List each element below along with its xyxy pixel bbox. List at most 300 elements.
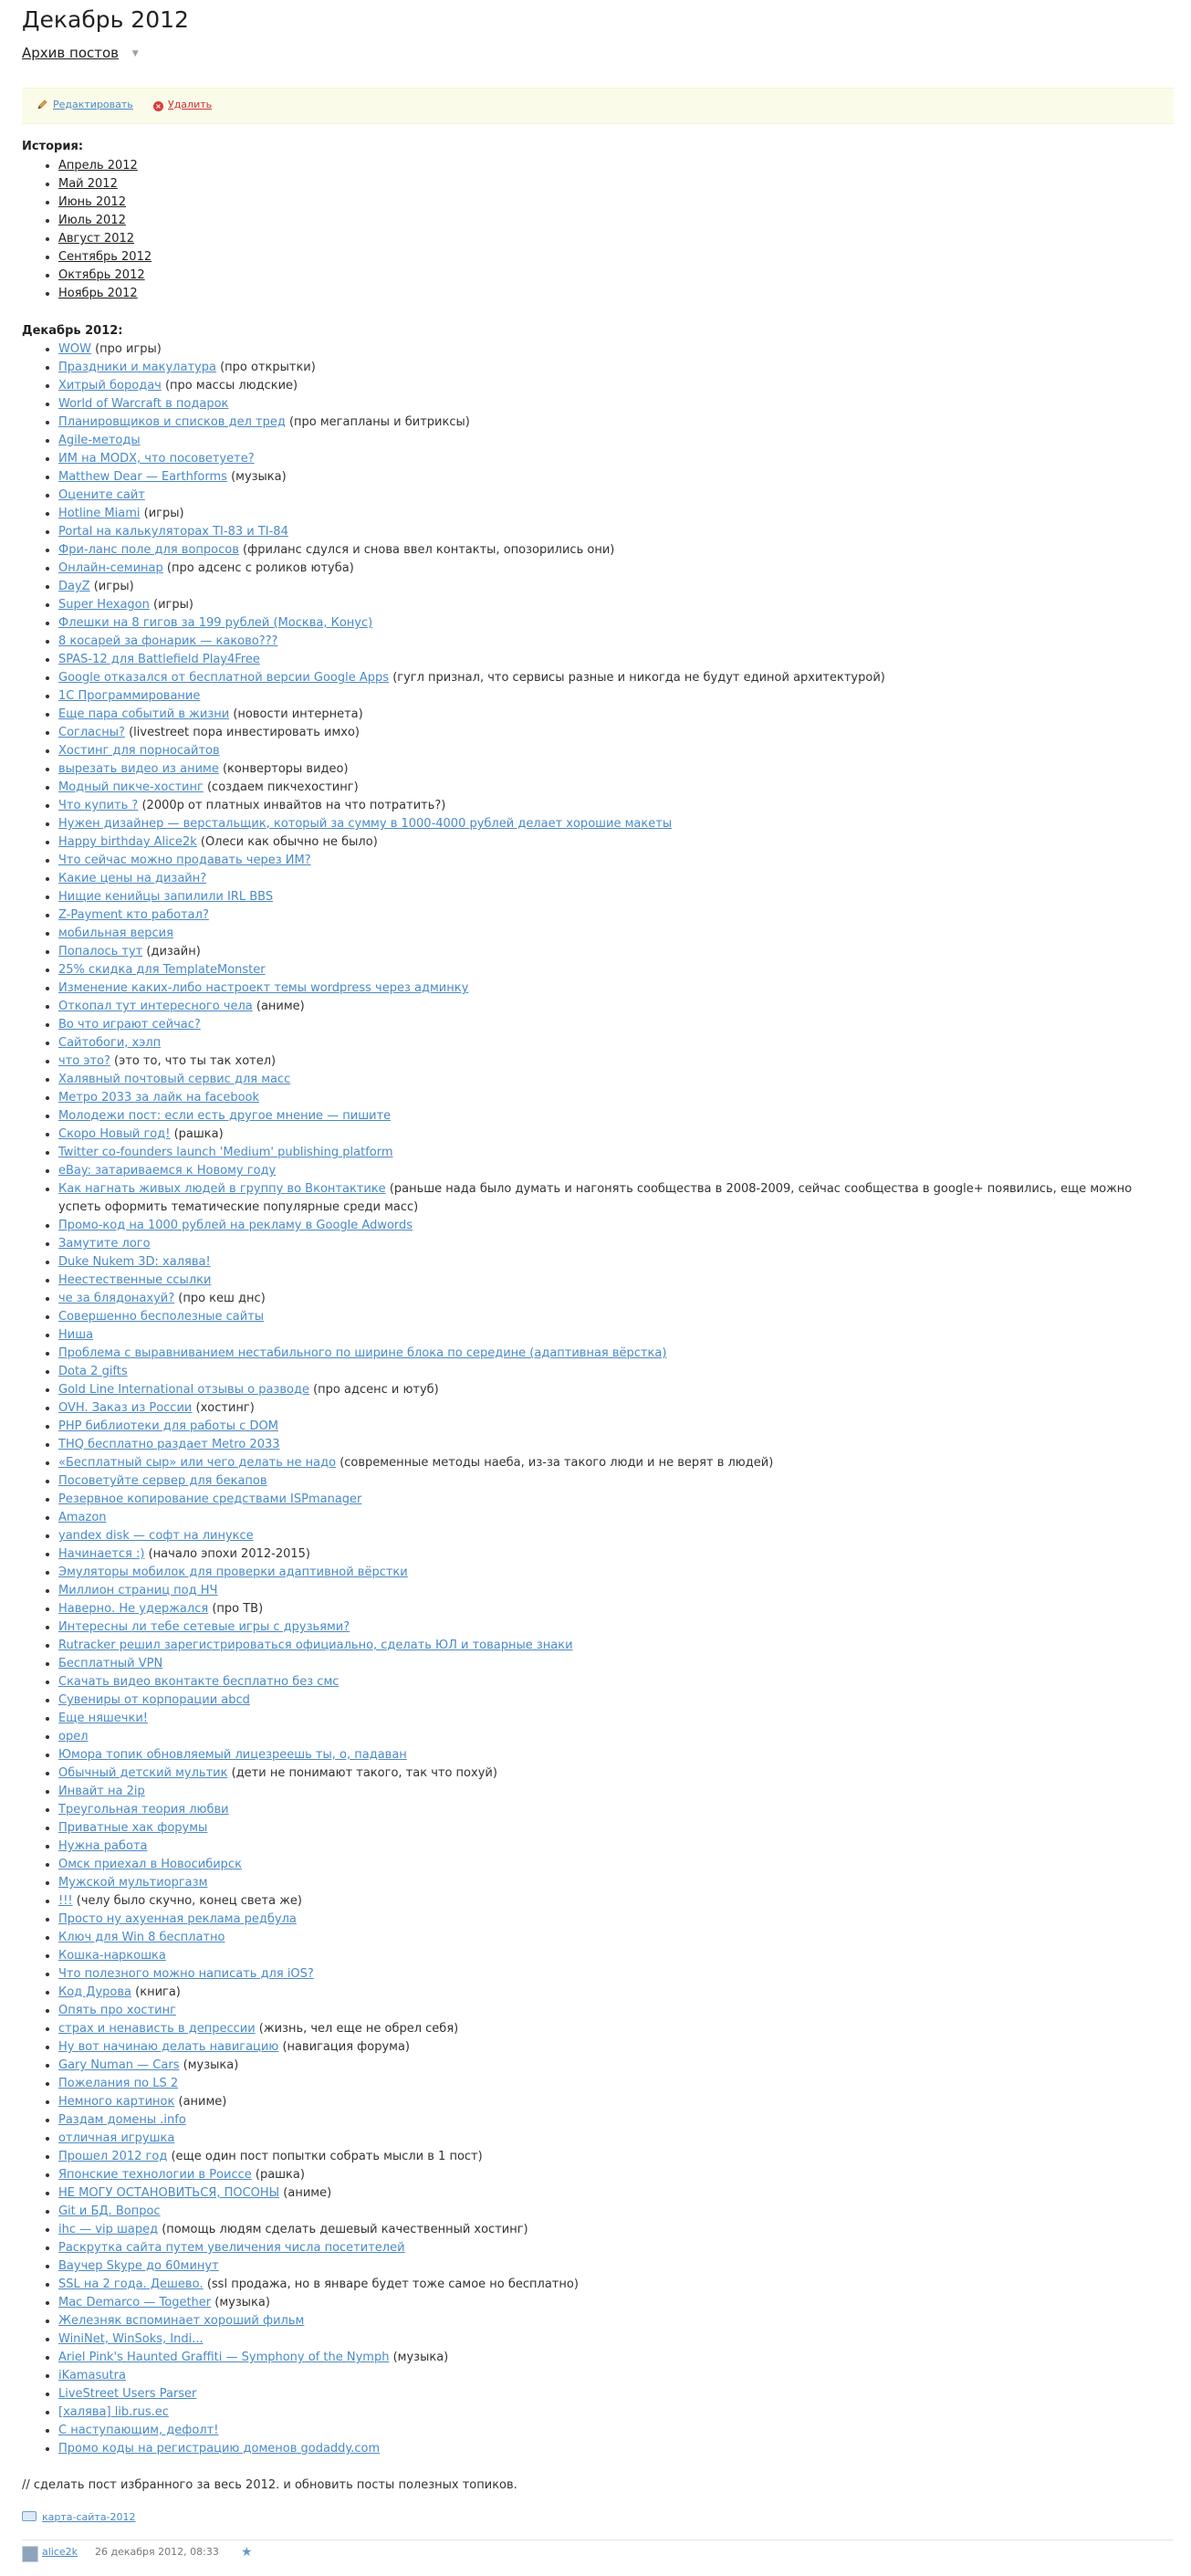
- post-note: (про игры): [95, 342, 162, 356]
- post-link[interactable]: Код Дурова: [58, 1985, 131, 1999]
- post-link[interactable]: Треугольная теория любви: [58, 1803, 229, 1817]
- list-item: [58, 1838, 1163, 1856]
- list-item: [58, 377, 1163, 395]
- list-item: [58, 1637, 1163, 1655]
- post-link[interactable]: Еще пара событий в жизни: [58, 707, 230, 721]
- list-item: [58, 1363, 1163, 1381]
- list-item: [58, 2148, 1163, 2166]
- list-item: [58, 852, 1163, 870]
- topic-tags: [22, 2510, 136, 2525]
- post-link[interactable]: WOW: [58, 342, 91, 356]
- list-item: [58, 414, 1163, 432]
- post-note: (еще один пост попытки собрать мысли в 1 пост): [171, 2150, 483, 2163]
- post-link[interactable]: Согласны?: [58, 726, 125, 739]
- post-link[interactable]: Скачать видео вконтакте бесплатно без смс: [58, 1675, 340, 1689]
- post-link[interactable]: Еще няшечки!: [58, 1712, 148, 1725]
- post-link[interactable]: Октябрь 2012: [58, 268, 145, 282]
- list-item: [58, 285, 1163, 303]
- list-item: [58, 1691, 1163, 1710]
- post-link[interactable]: Нужна работа: [58, 1839, 148, 1853]
- post-note: (Олеси как обычно не было): [200, 835, 378, 849]
- post-note: (конверторы видео): [222, 762, 349, 776]
- post-link[interactable]: Раскрутка сайта путем увеличения числа посетителей: [58, 2241, 405, 2255]
- post-link[interactable]: ihc — vip шаред: [58, 2223, 159, 2236]
- post-link[interactable]: Ariel Pink's Haunted Graffiti — Symphony of the Nymph: [58, 2351, 390, 2364]
- chevron-down-icon[interactable]: ▼: [131, 49, 139, 58]
- list-item: [58, 669, 1163, 687]
- post-link[interactable]: Онлайн-семинар: [58, 561, 163, 575]
- list-item: [58, 2385, 1163, 2403]
- post-link[interactable]: Юмора топик обновляемый лицезреешь ты, о, падаван: [58, 1748, 407, 1762]
- post-link[interactable]: вырезать видео из аниме: [58, 762, 219, 776]
- post-note: (аниме): [283, 2186, 332, 2200]
- list-item: [58, 1418, 1163, 1436]
- post-link[interactable]: Проблема с выравниванием нестабильного по ширине блока по середине (адаптивная вёрстка): [58, 1346, 667, 1360]
- page-title: Декабрь 2012: [22, 6, 189, 33]
- list-item: [58, 157, 1163, 175]
- post-note: (аниме): [256, 1000, 305, 1013]
- list-item: [58, 979, 1163, 998]
- list-item: [58, 194, 1163, 212]
- list-item: [58, 2330, 1163, 2349]
- list-item: [58, 1126, 1163, 1144]
- list-item: [58, 1180, 1163, 1217]
- post-link[interactable]: Изменение каких-либо настроект темы wordpress через админку: [58, 981, 469, 995]
- list-item: [58, 1673, 1163, 1691]
- list-item: [58, 870, 1163, 888]
- list-item: [58, 1491, 1163, 1509]
- list-item: [58, 815, 1163, 833]
- post-note: (челу было скучно, конец света же): [76, 1894, 302, 1908]
- pencil-icon: [37, 99, 48, 110]
- post-link[interactable]: WiniNet, WinSoks, Indi...: [58, 2332, 204, 2346]
- list-item: [58, 1381, 1163, 1399]
- list-item: [58, 1929, 1163, 1947]
- post-note: (создаем пикчехостинг): [206, 780, 359, 794]
- list-item: [58, 2111, 1163, 2130]
- post-link[interactable]: Май 2012: [58, 177, 118, 191]
- post-note: (игры): [93, 580, 134, 593]
- post-note: (рашка): [173, 1127, 224, 1141]
- list-item: [58, 1984, 1163, 2002]
- post-link[interactable]: Молодежи пост: если есть другое мнение — пишите: [58, 1109, 392, 1123]
- list-item: [58, 340, 1163, 359]
- list-item: [58, 1107, 1163, 1126]
- list-item: [58, 1618, 1163, 1637]
- post-link[interactable]: Резервное копирование средствами ISPmanager: [58, 1492, 362, 1506]
- list-item: [58, 487, 1163, 505]
- list-item: [58, 2221, 1163, 2239]
- list-item: [58, 1016, 1163, 1034]
- post-note: (книга): [135, 1985, 181, 1999]
- post-link[interactable]: Сувениры от корпорации abcd: [58, 1693, 250, 1707]
- list-item: [58, 2093, 1163, 2111]
- post-link[interactable]: Попалось тут: [58, 945, 143, 958]
- blog-link[interactable]: Архив постов: [22, 45, 120, 61]
- list-item: [58, 596, 1163, 614]
- post-link[interactable]: Омск приехал в Новосибирск: [58, 1858, 242, 1871]
- list-item: [58, 2403, 1163, 2422]
- list-item: [58, 1454, 1163, 1472]
- star-icon[interactable]: ★: [241, 2545, 253, 2560]
- post-link[interactable]: Gold Line International отзывы о разводе: [58, 1383, 309, 1397]
- post-link[interactable]: отличная игрушка: [58, 2131, 175, 2145]
- post-link[interactable]: Что полезного можно написать для iOS?: [58, 1967, 314, 1981]
- list-item: [58, 1272, 1163, 1290]
- post-link[interactable]: Замутите лого: [58, 1237, 151, 1251]
- post-link[interactable]: что это?: [58, 1054, 110, 1068]
- post-link[interactable]: Google отказался от бесплатной версии Google Apps: [58, 671, 390, 685]
- post-link[interactable]: Метро 2033 за лайк на facebook: [58, 1091, 260, 1105]
- list-item: [58, 2422, 1163, 2440]
- list-item: [58, 1710, 1163, 1728]
- post-link[interactable]: Duke Nukem 3D: халява!: [58, 1255, 211, 1269]
- list-item: [58, 633, 1163, 651]
- post-link[interactable]: eBay: затариваемся к Новому году: [58, 1164, 277, 1178]
- post-link[interactable]: Опять про хостинг: [58, 2004, 176, 2017]
- post-link[interactable]: че за блядонахуй?: [58, 1292, 175, 1305]
- post-note: (дизайн): [146, 945, 201, 958]
- list-item: [58, 1728, 1163, 1746]
- post-note: (музыка): [392, 2351, 449, 2364]
- list-item: [58, 1746, 1163, 1764]
- list-item: [58, 395, 1163, 414]
- december-heading: Декабрь 2012:: [22, 324, 123, 338]
- post-link[interactable]: Во что играют сейчас?: [58, 1018, 201, 1031]
- list-item: [58, 505, 1163, 523]
- post-link[interactable]: Happy birthday Alice2k: [58, 835, 197, 849]
- post-note: (фриланс сдулся и снова ввел контакты, опозорились они): [243, 543, 615, 557]
- post-link[interactable]: yandex disk — софт на линуксе: [58, 1529, 254, 1543]
- list-item: [58, 651, 1163, 669]
- list-item: [58, 1582, 1163, 1600]
- list-item: [58, 2038, 1163, 2057]
- post-note: (аниме): [178, 2095, 227, 2109]
- post-link[interactable]: PHP библиотеки для работы с DOM: [58, 1419, 278, 1433]
- post-link[interactable]: Скоро Новый год!: [58, 1127, 171, 1141]
- list-item: [58, 1947, 1163, 1965]
- tag-link[interactable]: карта-сайта-2012: [42, 2511, 136, 2523]
- post-link[interactable]: Интересны ли тебе сетевые игры с друзьями?: [58, 1620, 350, 1634]
- list-item: [58, 1217, 1163, 1235]
- post-link[interactable]: Пожелания по LS 2: [58, 2077, 179, 2090]
- post-link[interactable]: Флешки на 8 гигов за 199 рублей (Москва, Конус): [58, 616, 373, 630]
- list-item: [58, 267, 1163, 285]
- post-link[interactable]: Эмуляторы мобилок для проверки адаптивной вёрстки: [58, 1565, 408, 1579]
- post-note: (раньше нада было думать и нагонять сообщества в 2008-2009, сейчас сообщества в google+ появились, еще можно успеть оформить тематические популярные среди масс): [58, 1182, 1133, 1214]
- post-note: (про ТВ): [212, 1602, 264, 1616]
- list-item: [58, 2257, 1163, 2276]
- post-link[interactable]: OVH. Заказ из России: [58, 1401, 193, 1415]
- list-item: [58, 175, 1163, 194]
- post-link[interactable]: Раздам домены .info: [58, 2113, 186, 2127]
- list-item: [58, 2349, 1163, 2367]
- list-item: [58, 560, 1163, 578]
- post-link[interactable]: ИМ на MODX, что посоветуете?: [58, 452, 255, 466]
- list-item: [58, 1308, 1163, 1326]
- post-link[interactable]: iKamasutra: [58, 2369, 126, 2382]
- post-link[interactable]: Откопал тут интересного чела: [58, 1000, 253, 1013]
- post-link[interactable]: Mac Demarco — Together: [58, 2296, 212, 2309]
- post-link[interactable]: DayZ: [58, 580, 90, 593]
- post-link[interactable]: Праздники и макулатура: [58, 361, 216, 374]
- list-item: [58, 541, 1163, 560]
- post-link[interactable]: мобильная версия: [58, 927, 173, 940]
- list-item: [58, 833, 1163, 852]
- post-link[interactable]: орел: [58, 1730, 89, 1744]
- list-item: [58, 432, 1163, 450]
- post-link[interactable]: LiveStreet Users Parser: [58, 2387, 197, 2401]
- post-link[interactable]: Amazon: [58, 1511, 107, 1524]
- post-link[interactable]: Обычный детский мультик: [58, 1766, 228, 1780]
- list-item: [58, 1089, 1163, 1107]
- post-link[interactable]: Совершенно бесполезные сайты: [58, 1310, 265, 1324]
- author-link[interactable]: alice2k: [42, 2546, 78, 2558]
- topic-actions-bar: [22, 88, 1174, 124]
- post-link[interactable]: Хостинг для порносайтов: [58, 744, 220, 758]
- post-link[interactable]: Twitter co-founders launch 'Medium' publishing platform: [58, 1146, 393, 1159]
- post-link[interactable]: Халявный почтовый сервис для масс: [58, 1073, 291, 1086]
- list-item: [58, 2239, 1163, 2257]
- post-link[interactable]: SPAS-12 для Battlefield Play4Free: [58, 653, 260, 666]
- post-link[interactable]: THQ бесплатно раздает Metro 2033: [58, 1438, 280, 1451]
- list-item: [58, 2166, 1163, 2184]
- list-item: [58, 1892, 1163, 1911]
- list-item: [58, 1564, 1163, 1582]
- post-link[interactable]: Миллион страниц под HЧ: [58, 1584, 218, 1597]
- post-link[interactable]: Фри-ланс поле для вопросов: [58, 543, 239, 557]
- post-link[interactable]: Июль 2012: [58, 214, 126, 227]
- post-link[interactable]: Сентябрь 2012: [58, 250, 152, 264]
- topic-info-bar: [22, 2539, 1174, 2564]
- post-link[interactable]: Ключ для Win 8 бесплатно: [58, 1931, 225, 1944]
- post-link[interactable]: НЕ МОГУ ОСТАНОВИТЬСЯ, ПОСОНЫ: [58, 2186, 280, 2200]
- delete-action: [153, 98, 212, 112]
- list-item: [58, 2184, 1163, 2203]
- list-item: [58, 1600, 1163, 1618]
- post-note: (игры): [143, 507, 184, 520]
- list-item: [58, 724, 1163, 742]
- list-item: [58, 468, 1163, 487]
- post-note: (музыка): [183, 2058, 239, 2072]
- post-link[interactable]: 25% скидка для TemplateMonster: [58, 963, 266, 977]
- list-item: [58, 1545, 1163, 1564]
- list-item: [58, 1527, 1163, 1545]
- list-item: [58, 1764, 1163, 1783]
- post-link[interactable]: Portal на калькуляторах TI-83 и TI-84: [58, 525, 288, 539]
- list-item: [58, 359, 1163, 377]
- post-link[interactable]: Просто ну ахуенная реклама редбула: [58, 1912, 297, 1926]
- post-note: (2000р от платных инвайтов на что потратить?): [141, 799, 446, 812]
- list-item: [58, 1345, 1163, 1363]
- list-item: [58, 1162, 1163, 1180]
- list-item: [58, 943, 1163, 961]
- post-link[interactable]: Неестественные ссылки: [58, 1273, 212, 1287]
- post-link[interactable]: Приватные хак форумы: [58, 1821, 208, 1835]
- list-item: [58, 1436, 1163, 1454]
- delete-icon: ×: [153, 101, 163, 111]
- list-item: [58, 1655, 1163, 1673]
- post-note: (ssl продажа, но в январе будет тоже самое но бесплатно): [206, 2278, 579, 2291]
- list-item: [58, 248, 1163, 267]
- post-note: (про массы людские): [164, 379, 298, 393]
- post-link[interactable]: Ноябрь 2012: [58, 287, 138, 300]
- post-note: (жизнь, чел еще не обрел себя): [258, 2022, 459, 2036]
- post-link[interactable]: Железняк вспоминает хороший фильм: [58, 2314, 305, 2328]
- post-link[interactable]: Июнь 2012: [58, 195, 127, 209]
- list-item: [58, 1071, 1163, 1089]
- list-item: [58, 906, 1163, 925]
- post-link[interactable]: Как нагнать живых людей в группу во Вконтактике: [58, 1182, 386, 1196]
- post-note: (про адсенс с роликов ютуба): [166, 561, 354, 575]
- list-item: [58, 1399, 1163, 1418]
- list-item: [58, 797, 1163, 815]
- post-note: (гугл признал, что сервисы разные и никогда не будут единой архитектурой): [392, 671, 885, 685]
- list-item: [58, 961, 1163, 979]
- history-list: [22, 157, 1163, 303]
- list-item: [58, 742, 1163, 760]
- list-item: [58, 998, 1163, 1016]
- post-link[interactable]: Z-Payment кто работал?: [58, 908, 209, 922]
- post-link[interactable]: [халява] lib.rus.ec: [58, 2405, 169, 2419]
- post-link[interactable]: SSL на 2 года. Дешево.: [58, 2278, 204, 2291]
- list-item: [58, 760, 1163, 779]
- tag-icon: [22, 2511, 37, 2521]
- post-link[interactable]: Нищие кенийцы запилили IRL BBS: [58, 890, 274, 904]
- post-note: (дети не понимают такого, так что похуй): [231, 1766, 497, 1780]
- list-item: [58, 1801, 1163, 1819]
- list-item: [58, 1509, 1163, 1527]
- post-link[interactable]: С наступающим, дефолт!: [58, 2424, 219, 2437]
- post-note: (livestreet пора инвестировать имхо): [129, 726, 360, 739]
- post-note: (музыка): [214, 2296, 270, 2309]
- post-link[interactable]: Промо-код на 1000 рублей на рекламу в Google Adwords: [58, 1219, 413, 1232]
- post-link[interactable]: Dota 2 gifts: [58, 1365, 128, 1378]
- post-link[interactable]: Немного картинок: [58, 2095, 175, 2109]
- post-link[interactable]: Ниша: [58, 1328, 94, 1342]
- post-link[interactable]: Сайтобоги, хэлп: [58, 1036, 162, 1050]
- list-item: [58, 212, 1163, 230]
- post-link[interactable]: Начинается :): [58, 1547, 145, 1561]
- list-item: [58, 1253, 1163, 1272]
- december-posts-list: [22, 340, 1163, 2458]
- post-link[interactable]: Посоветуйте сервер для бекапов: [58, 1474, 267, 1488]
- list-item: [58, 1144, 1163, 1162]
- post-note: (музыка): [231, 470, 287, 484]
- post-link[interactable]: Agile-методы: [58, 434, 141, 447]
- post-note: (новости интернета): [233, 707, 363, 721]
- post-note: (про адсенс и ютуб): [313, 1383, 439, 1397]
- list-item: [58, 1235, 1163, 1253]
- post-link[interactable]: Август 2012: [58, 232, 135, 246]
- post-note: (про мегапланы и битриксы): [288, 415, 470, 429]
- list-item: [58, 2130, 1163, 2148]
- post-note: (начало эпохи 2012-2015): [148, 1547, 310, 1561]
- list-item: [58, 2203, 1163, 2221]
- list-item: [58, 2020, 1163, 2038]
- list-item: [58, 614, 1163, 633]
- list-item: [58, 1911, 1163, 1929]
- list-item: [58, 523, 1163, 541]
- post-link[interactable]: Git и БД. Вопрос: [58, 2204, 161, 2218]
- post-link[interactable]: 1С Программирование: [58, 689, 201, 703]
- post-note: (игры): [153, 598, 193, 612]
- list-item: [58, 2294, 1163, 2312]
- list-item: [58, 687, 1163, 706]
- list-item: [58, 578, 1163, 596]
- post-link[interactable]: Ну вот начинаю делать навигацию: [58, 2040, 279, 2054]
- list-item: [58, 1052, 1163, 1071]
- post-link[interactable]: Планировщиков и списков дел тред: [58, 415, 286, 429]
- post-link[interactable]: Прошел 2012 год: [58, 2150, 168, 2163]
- post-note: (навигация форума): [282, 2040, 411, 2054]
- delete-link[interactable]: Удалить: [168, 99, 213, 110]
- post-link[interactable]: Инвайт на 2ip: [58, 1785, 145, 1798]
- post-link[interactable]: Hotline Miami: [58, 507, 141, 520]
- post-link[interactable]: Super Hexagon: [58, 598, 150, 612]
- post-link[interactable]: Японские технологии в Роиссе: [58, 2168, 252, 2182]
- post-note: (это то, что ты так хотел): [114, 1054, 277, 1068]
- edit-action: [37, 98, 133, 112]
- list-item: [58, 1783, 1163, 1801]
- list-item: [58, 925, 1163, 943]
- post-link[interactable]: «Бесплатный сыр» или чего делать не надо: [58, 1456, 337, 1470]
- list-item: [58, 706, 1163, 724]
- list-item: [58, 2057, 1163, 2075]
- list-item: [58, 1856, 1163, 1874]
- list-item: [58, 2075, 1163, 2093]
- post-link[interactable]: Matthew Dear — Earthforms: [58, 470, 227, 484]
- post-link[interactable]: Апрель 2012: [58, 159, 138, 173]
- post-link[interactable]: !!!: [58, 1894, 73, 1908]
- post-link[interactable]: Ваучер Skype до 60минут: [58, 2259, 219, 2273]
- list-item: [58, 450, 1163, 468]
- list-item: [58, 2312, 1163, 2330]
- post-link[interactable]: Rutracker решил зарегистрироваться официально, сделать ЮЛ и товарные знаки: [58, 1639, 573, 1652]
- list-item: [58, 2440, 1163, 2458]
- post-link[interactable]: World of Warcraft в подарок: [58, 397, 229, 411]
- post-link[interactable]: Мужской мультиоргазм: [58, 1876, 208, 1890]
- post-link[interactable]: страх и ненависть в депрессии: [58, 2022, 256, 2036]
- edit-link[interactable]: Редактировать: [53, 99, 133, 110]
- topic-date: 26 декабря 2012, 08:33: [95, 2546, 219, 2558]
- post-link[interactable]: Наверно. Не удержался: [58, 1602, 209, 1616]
- post-link[interactable]: 8 косарей за фонарик — каково???: [58, 634, 278, 648]
- post-note: (рашка): [255, 2168, 305, 2182]
- list-item: [58, 1290, 1163, 1308]
- post-link[interactable]: Промо коды на регистрацию доменов godaddy.com: [58, 2442, 381, 2456]
- post-link[interactable]: Нужен дизайнер — верстальщик, который за сумму в 1000-4000 рублей делает хорошие макеты: [58, 817, 673, 831]
- list-item: [58, 230, 1163, 248]
- post-link[interactable]: Бесплатный VPN: [58, 1657, 163, 1670]
- post-note: (современные методы наеба, из-за такого люди и не верят в людей): [340, 1456, 774, 1470]
- history-heading: История:: [22, 140, 84, 153]
- avatar[interactable]: [22, 2546, 38, 2562]
- list-item: [58, 2002, 1163, 2020]
- post-link[interactable]: Хитрый бородач: [58, 379, 162, 393]
- list-item: [58, 1472, 1163, 1491]
- post-link[interactable]: Какие цены на дизайн?: [58, 872, 207, 885]
- list-item: [58, 2276, 1163, 2294]
- post-link[interactable]: Что купить ?: [58, 799, 139, 812]
- post-link[interactable]: Gary Numan — Cars: [58, 2058, 180, 2072]
- list-item: [58, 1965, 1163, 1984]
- post-link[interactable]: Что сейчас можно продавать через ИМ?: [58, 853, 311, 867]
- list-item: [58, 2367, 1163, 2385]
- post-link[interactable]: Модный пикче-хостинг: [58, 780, 204, 794]
- post-link[interactable]: Оцените сайт: [58, 488, 145, 502]
- post-link[interactable]: Кошка-наркошка: [58, 1949, 166, 1963]
